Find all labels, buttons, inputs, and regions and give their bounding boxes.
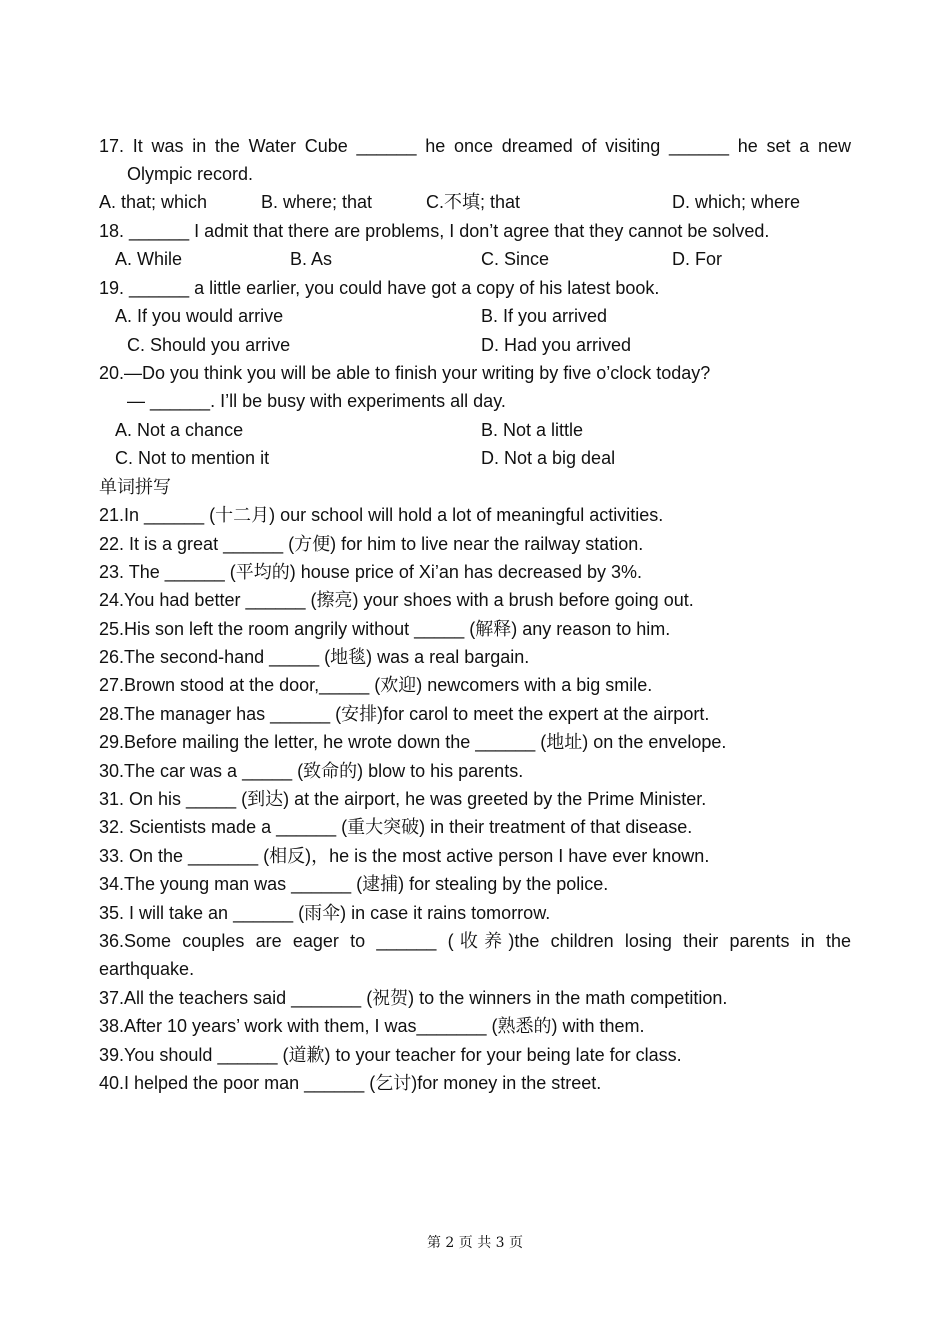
q17-option-b: B. where; that bbox=[261, 192, 373, 212]
q18-option-a: A. While bbox=[115, 249, 183, 269]
spelling-item-40: 40.I helped the poor man ______ (乞讨)for money in the street. bbox=[99, 1073, 602, 1093]
spelling-item-22: 22. It is a great ______ (方便) for him to live near the railway station. bbox=[99, 534, 644, 554]
q19-option-b: B. If you arrived bbox=[481, 306, 608, 326]
spelling-item-33: 33. On the _______ (相反)，he is the most active person I have ever known. bbox=[99, 846, 710, 866]
q19-option-d: D. Had you arrived bbox=[481, 335, 632, 355]
spelling-item-39: 39.You should ______ (道歉) to your teacher for your being late for class. bbox=[99, 1045, 682, 1065]
q19-stem: 19. ______ a little earlier, you could have got a copy of his latest book. bbox=[99, 278, 660, 298]
q17-stem-line1: 17. It was in the Water Cube ______ he once dreamed of visiting ______ he set a new bbox=[99, 136, 851, 156]
q20-option-a: A. Not a chance bbox=[115, 420, 244, 440]
spelling-item-26: 26.The second-hand _____ (地毯) was a real bargain. bbox=[99, 647, 530, 667]
spelling-item-32: 32. Scientists made a ______ (重大突破) in their treatment of that disease. bbox=[99, 817, 693, 837]
q20-stem-line1: 20.—Do you think you will be able to finish your writing by five o’clock today? bbox=[99, 363, 711, 383]
q20-option-d: D. Not a big deal bbox=[481, 448, 616, 468]
q18-option-b: B. As bbox=[290, 249, 333, 269]
spelling-item-29: 29.Before mailing the letter, he wrote down the ______ (地址) on the envelope. bbox=[99, 732, 727, 752]
spelling-item-25: 25.His son left the room angrily without _____ (解释) any reason to him. bbox=[99, 619, 671, 639]
spelling-heading: 单词拼写 bbox=[99, 477, 171, 497]
spelling-item-38: 38.After 10 years’ work with them, I was_______ (熟悉的) with them. bbox=[99, 1016, 645, 1036]
q17-option-d: D. which; where bbox=[672, 192, 801, 212]
spelling-item-34: 34.The young man was ______ (逮捕) for stealing by the police. bbox=[99, 874, 609, 894]
q20-option-b: B. Not a little bbox=[481, 420, 584, 440]
page-number-footer: 第 2 页 共 3 页 bbox=[426, 1235, 524, 1251]
q17-stem-line2: Olympic record. bbox=[127, 164, 254, 184]
q17-option-c: C.不填; that bbox=[426, 192, 521, 212]
spelling-item-36-line2: earthquake. bbox=[99, 959, 195, 979]
q17-option-a: A. that; which bbox=[99, 192, 208, 212]
q20-stem-line2: — ______. I’ll be busy with experiments all day. bbox=[127, 391, 506, 411]
spelling-item-30: 30.The car was a _____ (致命的) blow to his parents. bbox=[99, 761, 524, 781]
q18-option-c: C. Since bbox=[481, 249, 550, 269]
spelling-item-36-line1: 36.Some couples are eager to ______ (收养)the children losing their parents in the bbox=[99, 931, 851, 951]
q19-option-a: A. If you would arrive bbox=[115, 306, 284, 326]
q18-option-d: D. For bbox=[672, 249, 723, 269]
q19-option-c: C. Should you arrive bbox=[127, 335, 291, 355]
q18-stem: 18. ______ I admit that there are problems, I don’t agree that they cannot be solved. bbox=[99, 221, 770, 241]
spelling-item-21: 21.In ______ (十二月) our school will hold a lot of meaningful activities. bbox=[99, 505, 664, 525]
spelling-item-28: 28.The manager has ______ (安排)for carol to meet the expert at the airport. bbox=[99, 704, 710, 724]
spelling-item-37: 37.All the teachers said _______ (祝贺) to the winners in the math competition. bbox=[99, 988, 728, 1008]
spelling-item-24: 24.You had better ______ (擦亮) your shoes with a brush before going out. bbox=[99, 590, 694, 610]
spelling-item-23: 23. The ______ (平均的) house price of Xi’an has decreased by 3%. bbox=[99, 562, 642, 582]
spelling-item-35: 35. I will take an ______ (雨伞) in case it rains tomorrow. bbox=[99, 903, 551, 923]
spelling-item-27: 27.Brown stood at the door,_____ (欢迎) newcomers with a big smile. bbox=[99, 675, 653, 695]
q20-option-c: C. Not to mention it bbox=[115, 448, 270, 468]
spelling-item-31: 31. On his _____ (到达) at the airport, he was greeted by the Prime Minister. bbox=[99, 789, 707, 809]
